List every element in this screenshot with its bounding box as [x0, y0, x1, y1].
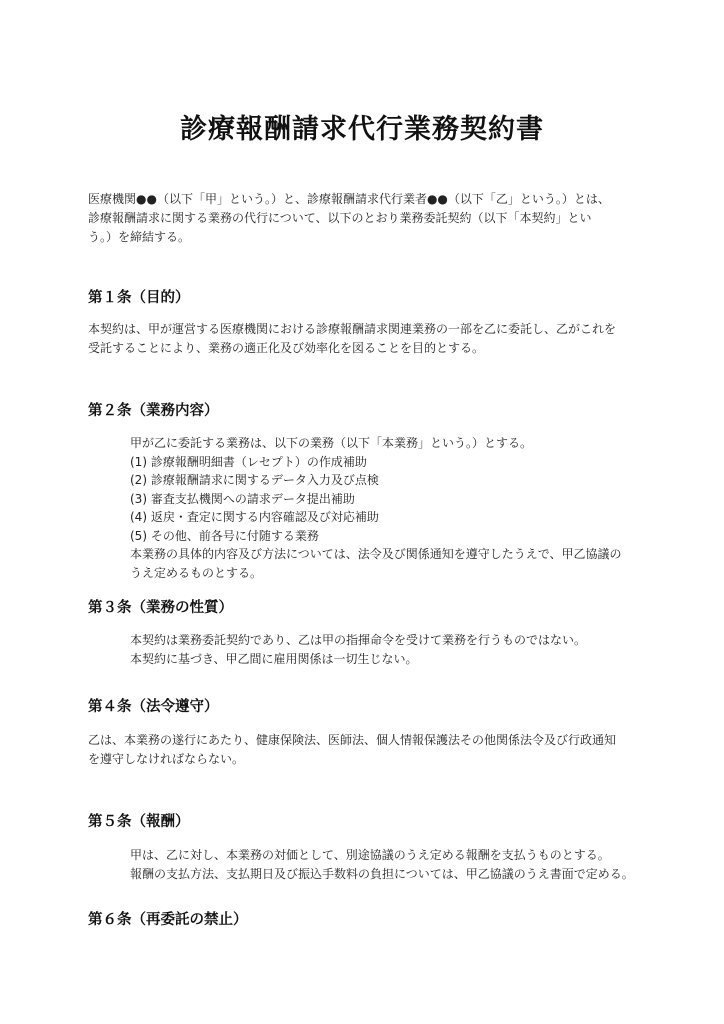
article-line: 本業務の具体的内容及び方法については、法令及び関係通知を遵守したうえで、甲乙協議の — [130, 547, 622, 561]
article-line: 報酬の支払方法、支払期日及び振込手数料の負担については、甲乙協議のうえ書面で定める。 — [130, 866, 634, 881]
article-line: 甲が乙に委託する業務は、以下の業務（以下「本業務」という。）とする。 — [130, 436, 533, 450]
article-3-heading: 第３条（業務の性質） — [88, 600, 233, 616]
article-line: 本契約は、甲が運営する医療機関における診療報酬請求関連業務の一部を乙に委託し、乙がこれを — [88, 322, 617, 336]
preamble-line: 診療報酬請求に関する業務の代行について、以下のとおり業務委託契約（以下「本契約」とい — [88, 211, 592, 225]
list-item: (4) 返戻・査定に関する内容確認及び対応補助 — [130, 510, 379, 524]
preamble-line: う。）を締結する。 — [88, 230, 191, 244]
article-6-heading: 第６条（再委託の禁止） — [88, 912, 248, 928]
article-5-heading: 第５条（報酬） — [88, 814, 190, 830]
article-line: を遵守しなければならない。 — [88, 751, 245, 766]
article-line: 甲は、乙に対し、本業務の対価として、別途協議のうえ定める報酬を支払うものとする。 — [130, 848, 610, 862]
list-item: (5) その他、前各号に付随する業務 — [130, 528, 319, 543]
article-2-body — [130, 434, 622, 582]
article-line: 乙は、本業務の遂行にあたり、健康保険法、医師法、個人情報保護法その他関係法令及び行政通知 — [88, 733, 617, 747]
list-item: (3) 審査支払機関への請求データ提出補助 — [130, 491, 355, 506]
article-1-heading: 第１条（目的） — [88, 290, 190, 306]
article-4-heading: 第４条（法令遵守） — [88, 699, 219, 715]
article-line: 本契約に基づき、甲乙間に雇用関係は一切生じない。 — [130, 651, 418, 666]
article-2-heading: 第２条（業務内容） — [88, 403, 219, 419]
list-item: (1) 診療報酬明細書（レセプト）の作成補助 — [130, 454, 367, 469]
article-5-body — [130, 846, 634, 883]
list-item: (2) 診療報酬請求に関するデータ入力及び点検 — [130, 473, 379, 487]
article-3-body — [130, 631, 586, 668]
article-1-body — [88, 320, 616, 357]
article-line: うえ定めるものとする。 — [130, 565, 263, 580]
article-line: 本契約は業務委託契約であり、乙は甲の指揮命令を受けて業務を行うものではない。 — [130, 633, 587, 647]
document-title: 診療報酬請求代行業務契約書 — [180, 114, 544, 145]
article-line: 受託することにより、業務の適正化及び効率化を図ることを目的とする。 — [88, 340, 485, 355]
preamble — [88, 190, 648, 247]
preamble-line: 医療機関●●（以下「甲」という。）と、診療報酬請求代行業者●●（以下「乙」という。）とは、 — [88, 192, 610, 206]
article-4-body — [88, 731, 616, 768]
